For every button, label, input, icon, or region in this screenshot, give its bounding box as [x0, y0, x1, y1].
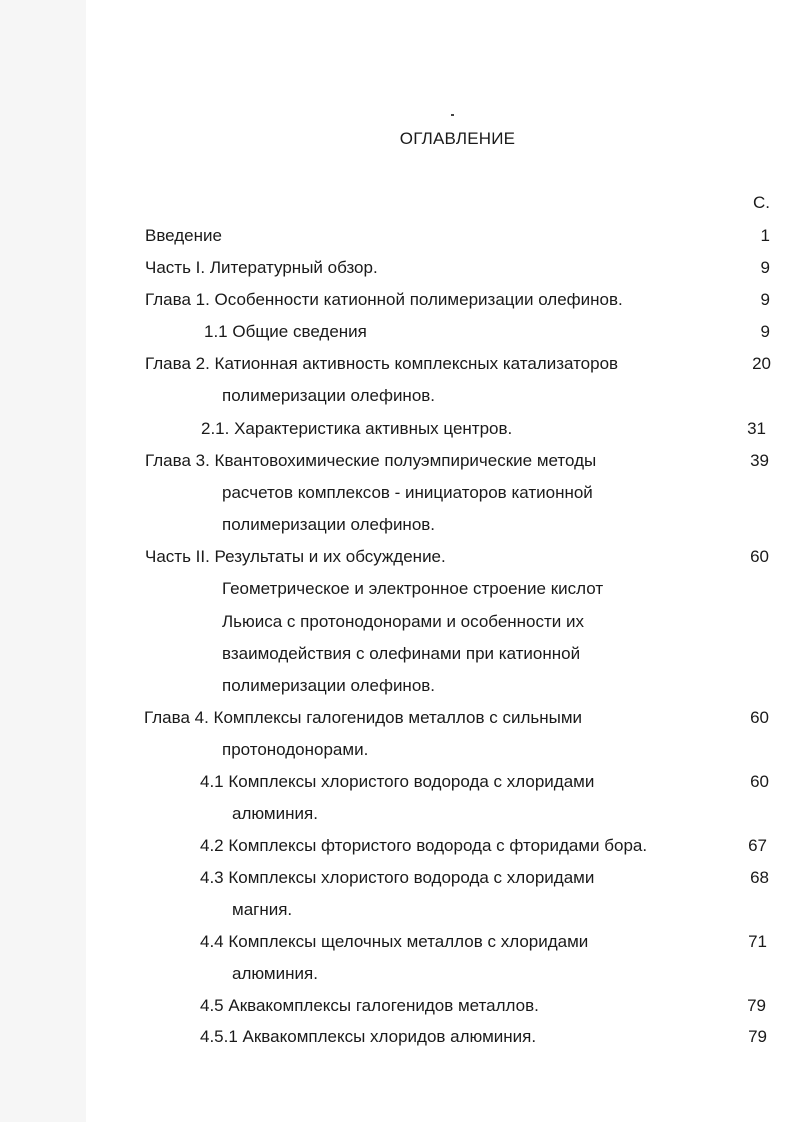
toc-entry-text: полимеризации олефинов.: [222, 515, 436, 534]
toc-entry-text: 4.5.1 Аквакомплексы хлоридов алюминия.: [200, 1027, 537, 1046]
toc-entry-text: взаимодействия с олефинами при катионной: [222, 644, 581, 663]
toc-entry-text: Льюиса с протонодонорами и особенности их: [222, 612, 585, 631]
toc-entry-page: 60: [750, 708, 769, 727]
toc-entry-text: 2.1. Характеристика активных центров.: [201, 419, 513, 438]
toc-entry-text: Глава 1. Особенности катионной полимеризации олефинов.: [145, 290, 623, 309]
toc-entry-page: 67: [748, 836, 767, 855]
scan-speck: [451, 114, 454, 116]
toc-entry-text: 4.1 Комплексы хлористого водорода с хлоридами: [200, 772, 595, 791]
toc-entry-text: расчетов комплексов - инициаторов катионной: [222, 483, 593, 502]
toc-entry-page: 60: [750, 547, 769, 566]
toc-entry-text: 4.4 Комплексы щелочных металлов с хлоридами: [200, 932, 589, 951]
toc-entry-text: Часть II. Результаты и их обсуждение.: [145, 547, 446, 566]
toc-entry-text: 4.5 Аквакомплексы галогенидов металлов.: [200, 996, 539, 1015]
toc-entry-page: 31: [747, 419, 766, 438]
toc-entry-page: 1: [760, 226, 770, 245]
page-column-label: С.: [753, 193, 770, 212]
toc-entry-text: 1.1 Общие сведения: [204, 322, 367, 341]
toc-entry-page: 9: [760, 322, 770, 341]
toc-entry-text: протонодонорами.: [222, 740, 369, 759]
toc-entry-page: 71: [748, 932, 767, 951]
toc-entry-text: Геометрическое и электронное строение кислот: [222, 579, 604, 598]
toc-entry-page: 39: [750, 451, 769, 470]
toc-entry-text: полимеризации олефинов.: [222, 676, 436, 695]
toc-entry-text: 4.3 Комплексы хлористого водорода с хлоридами: [200, 868, 595, 887]
toc-entry-text: 4.2 Комплексы фтористого водорода с фторидами бора.: [200, 836, 648, 855]
toc-entry-text: полимеризации олефинов.: [222, 386, 436, 405]
toc-entry-text: Глава 2. Катионная активность комплексных катализаторов: [145, 354, 619, 373]
toc-entry-page: 9: [760, 258, 770, 277]
toc-entry-page: 68: [750, 868, 769, 887]
toc-entry-page: 79: [748, 1027, 767, 1046]
toc-entry-text: Часть I. Литературный обзор.: [145, 258, 378, 277]
toc-entry-text: Введение: [145, 226, 222, 245]
toc-heading: ОГЛАВЛЕНИЕ: [399, 129, 516, 148]
toc-entry-text: Глава 3. Квантовохимические полуэмпирические методы: [145, 451, 597, 470]
toc-entry-page: 9: [760, 290, 770, 309]
toc-entry-text: алюминия.: [232, 804, 318, 823]
scan-margin: [0, 0, 86, 1122]
toc-entry-text: алюминия.: [232, 964, 318, 983]
toc-entry-text: Глава 4. Комплексы галогенидов металлов с сильными: [144, 708, 583, 727]
toc-entry-text: магния.: [232, 900, 293, 919]
toc-entry-page: 20: [752, 354, 771, 373]
toc-entry-page: 60: [750, 772, 769, 791]
toc-entry-page: 79: [747, 996, 766, 1015]
